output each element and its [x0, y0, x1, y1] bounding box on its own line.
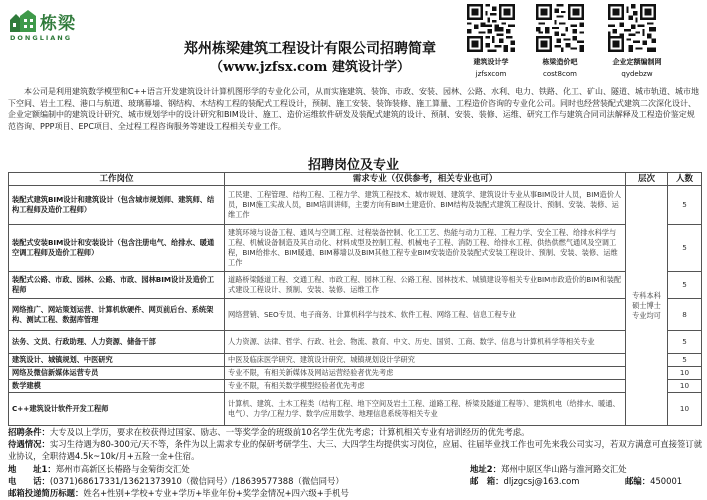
- qr-code-icon: [536, 4, 584, 52]
- table-row: [9, 367, 702, 380]
- address-2-label: 地址2：: [470, 464, 501, 474]
- qr-code-icon: [608, 4, 656, 52]
- job-count: 8: [668, 299, 702, 331]
- email-label: 邮 箱：: [470, 476, 504, 486]
- page-title: 郑州栋梁建筑工程设计有限公司招聘简章: [184, 41, 436, 57]
- email-subject-label: 邮箱投递简历标题：: [8, 488, 84, 498]
- email-subject-format: [8, 487, 608, 499]
- job-position: 建筑设计、城镇规划、中医研究: [9, 354, 225, 367]
- table-row: [9, 380, 702, 393]
- phone-label: 电 话：: [8, 476, 50, 486]
- job-level: [626, 186, 668, 426]
- job-count: 5: [668, 272, 702, 299]
- job-count: 10: [668, 380, 702, 393]
- job-position: 法务、文员、行政助理、人力资源、储备干部: [9, 331, 225, 354]
- job-requirement: 建筑环境与设备工程、通风与空调工程、过程装备控制、化工工艺、热能与动力工程、工程力学、安全工程、给排水科学与工程、机械设备制造及其自动化、材料成型及控制工程、机械电子工程、消防工程、给排水工程、供热供燃气通风及空调工程，BIM给排水、BIM暖通、BIM幕墙以及BIM其他工程专业BIM安装造价及装配式安装工程设计、预制、安装、装修、运维工作: [225, 225, 626, 272]
- job-count: 10: [668, 367, 702, 380]
- compensation-info: [8, 438, 703, 462]
- job-count: 10: [668, 393, 702, 426]
- compensation-text: 实习生待遇为80-300元/天不等，条件为以上需求专业的保研考研学生、大三、大四学生均提供实习岗位，应届、往届毕业找工作也可先来我公司实习，若双方满意可直接签订就业协议，全职待遇4.5k~10k/月+五险一金+住宿。: [8, 439, 703, 461]
- jobs-section-title: 招聘岗位及专业: [307, 158, 399, 173]
- table-row: [9, 354, 702, 367]
- table-row: [9, 331, 702, 354]
- postcode-value: 450001: [650, 476, 683, 486]
- job-position: 网络推广、网站策划运营、计算机软硬件、网页前后台、系统架构、测试工程、数据库管理: [9, 299, 225, 331]
- job-position: 装配式公路、市政、园林、公路、市政、园林BIM设计及造价工程师: [9, 272, 225, 299]
- job-position: 网络及微信新媒体运营专员: [9, 367, 225, 380]
- address-1-label: 地 址1：: [8, 464, 56, 474]
- job-requirement: 工民建、工程管理、结构工程、工程力学、建筑工程技术、城市规划、建筑学、建筑设计专业从事BIM设计人员，BIM造价人员，BIM施工实战人员，BIM培训讲师，主要方向有BIM土建造价、BIM结构及装配式建筑工程设计、预制、安装、装修、运维工作: [225, 186, 626, 225]
- job-requirement: 人力资源、法律、哲学、行政、社会、物流、教育、中文、历史、国贸、工商、数学、信息与计算机科学等相关专业: [225, 331, 626, 354]
- compensation-label: 待遇情况：: [8, 439, 50, 449]
- qr-label-cost8: 栋梁造价吧: [542, 58, 578, 66]
- table-row: [9, 393, 702, 426]
- job-level-text: 专科本科硕士博士专业均可: [632, 290, 661, 320]
- job-requirement: 道路桥梁隧道工程、交通工程、市政工程、园林工程、公路工程、园林技术、城镇建设等相关专业BIM市政造价的BIM和装配式建设工程设计、预制、安装、装修、运维工作: [225, 272, 626, 299]
- table-row: [9, 272, 702, 299]
- logo-name: 栋梁: [40, 14, 76, 34]
- recruitment-conditions: [8, 426, 703, 438]
- header-level: 层次: [626, 173, 668, 186]
- company-logo: [8, 6, 108, 44]
- address-1: [8, 463, 448, 475]
- building-logo-icon: [8, 8, 38, 34]
- job-count: 5: [668, 186, 702, 225]
- job-requirement: 专业不限，有相关数学模型经验者优先考虑: [225, 380, 626, 393]
- table-row: [9, 299, 702, 331]
- table-header-row: [9, 173, 702, 186]
- job-requirement: 专业不限，有相关新媒体及网站运营经验者优先考虑: [225, 367, 626, 380]
- conditions-text: 大专及以上学历，要求在校获得过国家、励志、一等奖学金的班级前10名学生优先考虑；计算机相关专业有培训经历的优先考虑。: [49, 427, 530, 437]
- email[interactable]: [470, 475, 620, 487]
- address-1-value: 郑州市高新区长椿路与金菊街交汇处: [55, 464, 190, 474]
- logo-english-name: DONGLIANG: [10, 34, 73, 42]
- job-position: 数学建模: [9, 380, 225, 393]
- email-value[interactable]: dljzgcsj@163.com: [503, 476, 580, 486]
- phone-value: (0371)68617331/13621373910（微信同号）/18639577388（微信同号）: [49, 476, 344, 486]
- postcode-label: 邮编：: [625, 476, 651, 486]
- company-intro: 本公司是利用建筑数学模型和C++语言开发建筑设计计算机图形学的专业化公司，从而实施建筑、装饰、市政、安装、园林、公路、水利、电力、铁路、化工、矿山、隧道、城市轨道、城市地下空间、岩土工程、港口与航道、玻璃幕墙、钢结构、木结构工程的装配式工程设计，预制、施工安装、装饰装修、施工算量、工程造价咨询的专业化公司。同时也经营装配式建筑二次深化设计、企业定额编制中的建筑设计研究、城市规划学中的设计研究和BIM设计、施工、造价运维软件研发及装配式建筑的设计、预制、安装、装修、运维、研究工作与建筑合同司法解释及工程造价鉴定规范咨询、PPP项目、EPC项目、全过程工程咨询服务等建设工程相关专业工作。: [8, 87, 699, 131]
- qr-label-jzfsx: 建筑设计学: [473, 58, 509, 66]
- job-requirement: 中医及临床医学研究、建筑设计研究、城镇规划设计学研究: [225, 354, 626, 367]
- qr-id-qydebzw: qydebzw: [621, 70, 653, 78]
- phone: [8, 475, 468, 487]
- conditions-label: 招聘条件：: [8, 427, 50, 437]
- table-row: [9, 186, 702, 225]
- job-count: 5: [668, 225, 702, 272]
- postcode: [625, 475, 705, 487]
- qr-code-qydebzw[interactable]: [608, 4, 656, 52]
- header-position: 工作岗位: [9, 173, 225, 186]
- header-requirement: 需求专业（仅供参考，相关专业也可）: [225, 173, 626, 186]
- qr-id-cost8: cost8com: [543, 70, 577, 78]
- address-2: [470, 463, 705, 475]
- job-count: 5: [668, 354, 702, 367]
- table-row: [9, 225, 702, 272]
- qr-id-jzfsx: jzfsxcom: [475, 70, 507, 78]
- qr-code-icon: [467, 4, 515, 52]
- job-count: 5: [668, 331, 702, 354]
- job-position: 装配式建筑BIM设计和建筑设计（包含城市规划师、建筑师、结构工程师及造价工程师）: [9, 186, 225, 225]
- jobs-table: [8, 172, 702, 426]
- qr-code-jzfsx[interactable]: [467, 4, 515, 52]
- qr-code-cost8[interactable]: [536, 4, 584, 52]
- job-requirement: 计算机、建筑、土木工程类（结构工程、地下空间及岩土工程、道路工程、桥梁及隧道工程等）、建筑机电（给排水、暖通、电气）、力学/工程力学、数学/应用数学、地理信息系统等相关专业: [225, 393, 626, 426]
- qr-label-qydebzw: 企业定额编制网: [612, 58, 662, 66]
- page-subtitle: （www.jzfsx.com 建筑设计学）: [210, 60, 410, 75]
- address-2-value: 郑州中原区华山路与淮河路交汇处: [500, 464, 627, 474]
- job-requirement: 网络营销、SEO专员、电子商务、计算机科学与技术、软件工程、网络工程、信息工程专业: [225, 299, 626, 331]
- email-subject-value: 姓名+性别+学校+专业+学历+毕业年份+奖学金情况+四六级+手机号: [83, 488, 349, 498]
- header-count: 人数: [668, 173, 702, 186]
- job-position: 装配式安装BIM设计和安装设计（包含注册电气、给排水、暖通空调工程师及造价工程师）: [9, 225, 225, 272]
- job-position: C++建筑设计软件开发工程师: [9, 393, 225, 426]
